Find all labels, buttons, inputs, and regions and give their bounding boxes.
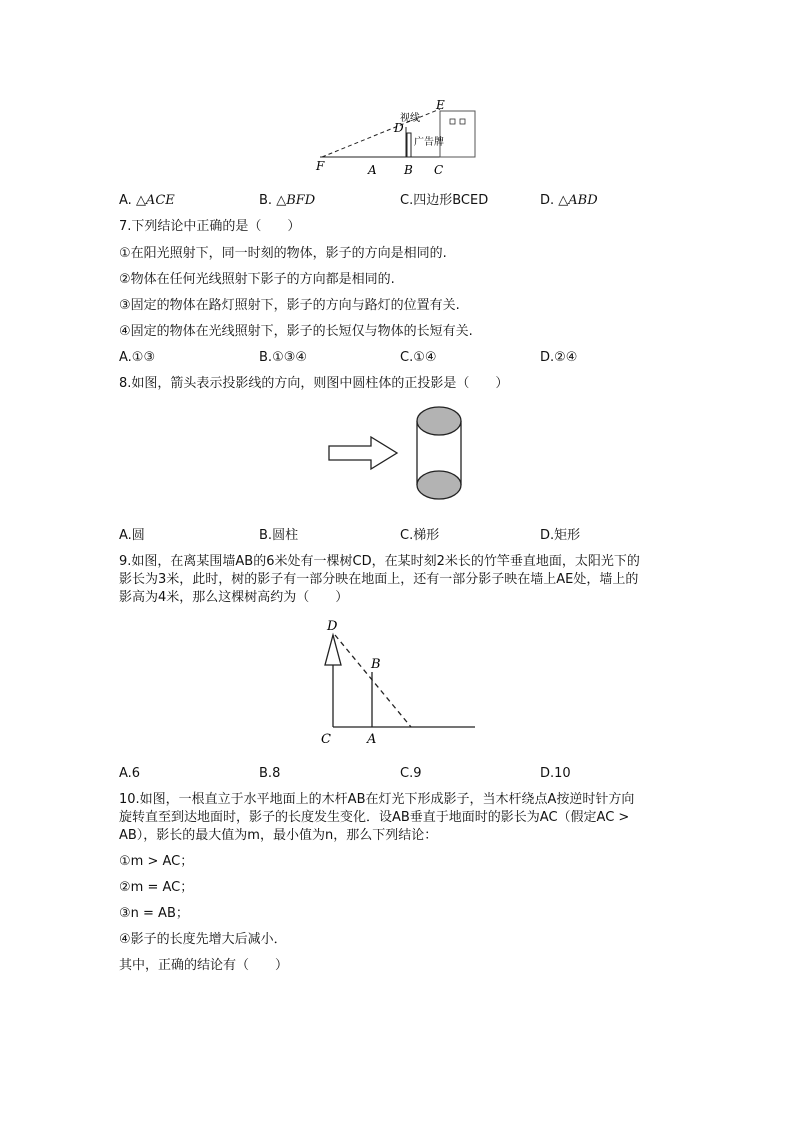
q6-option-b: B. △BFD bbox=[259, 193, 316, 208]
figure-q8-cylinder bbox=[325, 405, 470, 505]
q9-option-a: A.6 bbox=[119, 766, 141, 781]
q10-line-2: 旋转直至到达地面时，影子的长度发生变化．设AB垂直于地面时的影长为AC（假定AC > bbox=[119, 810, 630, 825]
label-A: A bbox=[367, 732, 377, 747]
q8-stem: 8.如图，箭头表示投影线的方向，则图中圆柱体的正投影是（ ） bbox=[119, 376, 509, 391]
label-F: F bbox=[316, 159, 325, 173]
q10-line-1: 10.如图，一根直立于水平地面上的木杆AB在灯光下形成影子，当木杆绕点A按逆时针方向 bbox=[119, 792, 635, 807]
label-A: A bbox=[368, 163, 377, 177]
label-B: B bbox=[371, 657, 381, 672]
q10-statement-3: ③n = AB； bbox=[119, 906, 189, 921]
q8-option-a: A.圆 bbox=[119, 528, 145, 543]
q6-option-d: D. △ABD bbox=[540, 193, 598, 208]
q9-option-c: C.9 bbox=[400, 766, 422, 781]
q9-line-2: 影长为3米，此时，树的影子有一部分映在地面上，还有一部分影子映在墙上AE处，墙上的 bbox=[119, 572, 639, 587]
q9-option-b: B.8 bbox=[259, 766, 281, 781]
q8-option-c: C.梯形 bbox=[400, 528, 440, 543]
figure-q9-tree-wall bbox=[315, 615, 480, 750]
label-billboard: 广告牌 bbox=[414, 137, 444, 148]
q7-statement-1: ①在阳光照射下，同一时刻的物体，影子的方向是相同的. bbox=[119, 246, 447, 261]
q10-statement-2: ②m = AC； bbox=[119, 880, 194, 895]
q8-option-d: D.矩形 bbox=[540, 528, 581, 543]
q7-option-a: A.①③ bbox=[119, 350, 156, 365]
q10-statement-4: ④影子的长度先增大后减小． bbox=[119, 932, 287, 947]
label-D: D bbox=[394, 121, 404, 135]
q10-line-3: AB），影长的最大值为m，最小值为n，那么下列结论： bbox=[119, 828, 438, 843]
label-C: C bbox=[434, 163, 444, 177]
q7-option-c: C.①④ bbox=[400, 350, 437, 365]
label-sightline: 视线 bbox=[400, 113, 420, 124]
q7-option-b: B.①③④ bbox=[259, 350, 308, 365]
q6-option-c: C.四边形BCED bbox=[400, 193, 489, 208]
q7-statement-4: ④固定的物体在光线照射下，影子的长短仅与物体的长短有关. bbox=[119, 324, 473, 339]
label-E: E bbox=[436, 98, 445, 112]
q7-statement-3: ③固定的物体在路灯照射下，影子的方向与路灯的位置有关. bbox=[119, 298, 460, 313]
q7-stem: 7.下列结论中正确的是（ ） bbox=[119, 219, 301, 234]
label-D: D bbox=[327, 619, 338, 634]
label-C: C bbox=[321, 732, 331, 747]
q8-option-b: B.圆柱 bbox=[259, 528, 299, 543]
q7-statement-2: ②物体在任何光线照射下影子的方向都是相同的. bbox=[119, 272, 395, 287]
q7-option-d: D.②④ bbox=[540, 350, 578, 365]
label-B: B bbox=[404, 163, 413, 177]
q10-statement-1: ①m > AC； bbox=[119, 854, 194, 869]
q9-option-d: D.10 bbox=[540, 766, 571, 781]
figure-q6-billboard bbox=[300, 95, 500, 180]
q9-line-3: 影高为4米，那么这棵树高约为（ ） bbox=[119, 590, 349, 605]
q9-line-1: 9.如图，在离某围墙AB的6米处有一棵树CD，在某时刻2米长的竹竿垂直地面，太阳光下的 bbox=[119, 554, 640, 569]
q6-option-a: A. △ACE bbox=[119, 193, 175, 208]
q10-closing: 其中，正确的结论有（ ） bbox=[119, 958, 289, 973]
